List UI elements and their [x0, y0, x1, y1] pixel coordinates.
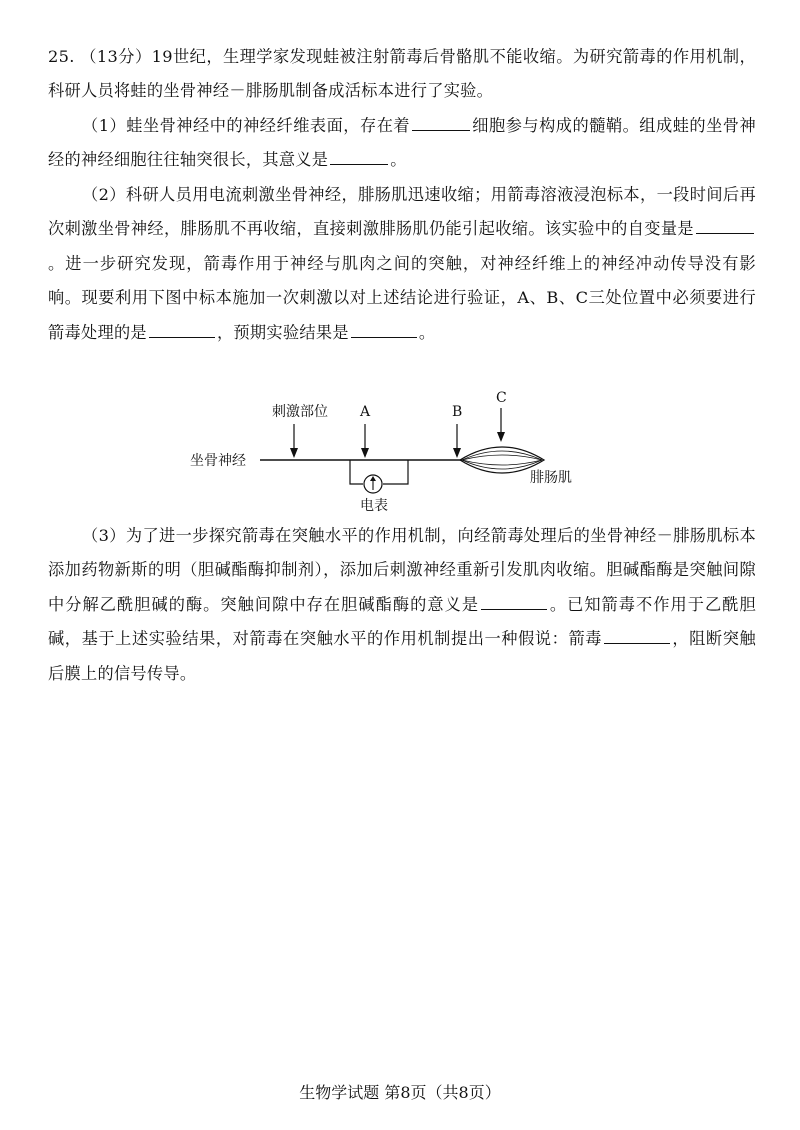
- part2-text-d: 。: [418, 322, 436, 342]
- meter-label: 电表: [360, 498, 388, 514]
- question-part-1: [48, 109, 756, 178]
- muscle-label: 腓肠肌: [530, 470, 572, 486]
- answer-blank-5[interactable]: [351, 319, 417, 338]
- answer-blank-7[interactable]: [604, 625, 670, 644]
- arrowhead-c: [497, 432, 505, 442]
- answer-blank-3[interactable]: [696, 215, 754, 234]
- arrowhead-b: [453, 448, 461, 458]
- point-a-label: A: [360, 404, 371, 420]
- part2-text-c: ，预期实验结果是: [216, 322, 349, 342]
- page-footer: 生物学试题 第8页（共8页）: [299, 1083, 501, 1102]
- point-b-label: B: [452, 404, 463, 420]
- answer-blank-6[interactable]: [481, 591, 547, 610]
- stim-arrowhead: [290, 448, 298, 458]
- answer-blank-1[interactable]: [412, 112, 470, 131]
- part2-text-a: （2）科研人员用电流刺激坐骨神经，腓肠肌迅速收缩；用箭毒溶液浸泡标本，一段时间后再次刺激坐骨神经，腓肠肌不再收缩，直接刺激腓肠肌仍能引起收缩。该实验中的自变量是: [48, 185, 756, 239]
- part2-text-b: 。进一步研究发现，箭毒作用于神经与肌肉之间的突触，对神经纤维上的神经冲动传导没有影响。现要利用下图中标本施加一次刺激以对上述结论进行验证，A、B、C三处位置中必须要进行箭毒处理的是: [48, 253, 756, 342]
- question-part-2: [48, 178, 756, 350]
- part1-text-c: 。: [390, 150, 407, 170]
- part1-text-b: 细胞参与构成的髓鞘。组成蛙的坐骨神经的神经细胞往往轴突很长，其意义是: [48, 116, 756, 170]
- galvanometer: [350, 460, 408, 493]
- answer-blank-2[interactable]: [330, 146, 388, 165]
- part3-text-a: （3）为了进一步探究箭毒在突触水平的作用机制，向经箭毒处理后的坐骨神经－腓肠肌标本添加药物新斯的明（胆碱酯酶抑制剂），添加后刺激神经重新引发肌肉收缩。胆碱酯酶是突触间隙中分解乙酰胆碱的酶。突触间隙中存在胆碱酯酶的意义是: [48, 526, 756, 614]
- part3-text-c: ，阻断突触后膜上的信号传导。: [48, 629, 756, 683]
- answer-blank-4[interactable]: [149, 319, 215, 338]
- question-part-3: [48, 519, 756, 691]
- part3-text-b: 。已知箭毒不作用于乙酰胆碱，基于上述实验结果，对箭毒在突触水平的作用机制提出一种假说：箭毒: [48, 594, 756, 649]
- experiment-diagram: [190, 388, 610, 514]
- question-intro: [48, 40, 756, 109]
- part1-text-a: （1）蛙坐骨神经中的神经纤维表面，存在着: [82, 116, 411, 135]
- intro-text: 25. （13分）19世纪，生理学家发现蛙被注射箭毒后骨骼肌不能收缩。为研究箭毒的作用机制，科研人员将蛙的坐骨神经－腓肠肌制备成活标本进行了实验。: [48, 47, 756, 101]
- arrowhead-a: [361, 448, 369, 458]
- nerve-label: 坐骨神经: [190, 453, 246, 469]
- stim-site-label: 刺激部位: [272, 404, 328, 420]
- point-c-label: C: [496, 390, 507, 406]
